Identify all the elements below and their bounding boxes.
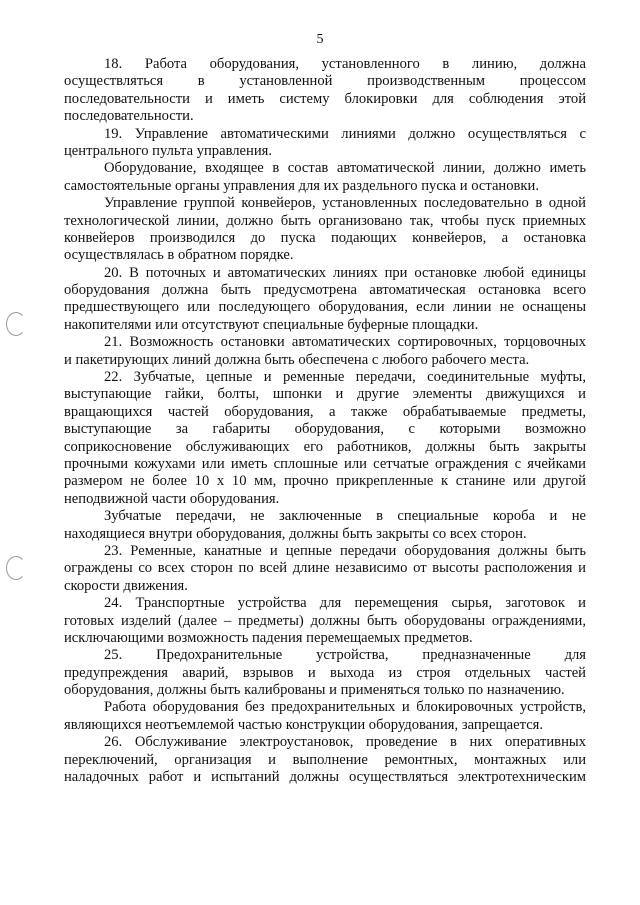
text-line: Оборудование, входящее в состав автоматической линии, должно иметь	[104, 160, 586, 177]
text-line: находящиеся внутри оборудования, должны быть закрыты со всех сторон.	[64, 525, 527, 542]
punch-hole-mark	[6, 556, 26, 580]
text-line: размером не более 10 x 10 мм, прочно прикрепленные к станине или другой	[64, 473, 586, 490]
text-line: 25. Предохранительные устройства, предназначенные для	[104, 647, 586, 664]
text-line: последовательности.	[64, 108, 194, 125]
punch-hole-mark	[6, 312, 26, 336]
text-line: оборудования, должны быть калиброваны и применяться только по назначению.	[64, 682, 565, 699]
text-line: накопителями или отсутствуют специальные буферные площадки.	[64, 316, 479, 333]
text-line: последовательности и иметь систему блокировки для соблюдения этой	[64, 90, 586, 107]
text-line: осуществляться в установленной производственным процессом	[64, 73, 586, 90]
text-line: скорости движения.	[64, 577, 188, 594]
text-line: осуществлялась в обратном порядке.	[64, 247, 294, 264]
text-line: оборудования должна быть предусмотрена автоматическая остановка всего	[64, 282, 586, 299]
text-line: выступающие гайки, болты, шпонки и другие элементы движущихся и	[64, 386, 586, 403]
document-body	[64, 56, 586, 786]
text-line: исключающими возможность падения перемещаемых предметов.	[64, 629, 473, 646]
text-line: выступающие за габариты оборудования, с которыми возможно	[64, 421, 586, 438]
text-line: 19. Управление автоматическими линиями должно осуществляться с	[104, 125, 586, 142]
text-line: являющихся неотъемлемой частью конструкции оборудования, запрещается.	[64, 716, 544, 733]
text-line: Управление группой конвейеров, установленных последовательно в одной	[104, 195, 586, 212]
text-line: готовых изделий (далее – предметы) должны быть оборудованы ограждениями,	[64, 612, 586, 629]
text-line: 23. Ременные, канатные и цепные передачи оборудования должны быть	[104, 542, 586, 559]
text-line: 22. Зубчатые, цепные и ременные передачи, соединительные муфты,	[104, 369, 586, 386]
text-line: и пакетирующих линий должна быть обеспечена с любого рабочего места.	[64, 351, 530, 368]
text-line: прочными кожухами или иметь сплошные или сетчатые ограждения с ячейками	[64, 455, 586, 472]
text-line: самостоятельные органы управления для их раздельного пуска и остановки.	[64, 177, 539, 194]
text-line: предшествующего или последующего оборудования, если линии не оснащены	[64, 299, 586, 316]
text-line: 18. Работа оборудования, установленного в линию, должна	[104, 56, 586, 72]
text-line: соприкосновение обслуживающих его работников, должны быть закрыты	[64, 438, 586, 455]
text-line: технологической линии, должно быть организовано так, чтобы пуск приемных	[64, 212, 586, 229]
text-line: центрального пульта управления.	[64, 142, 273, 159]
page-number: 5	[316, 32, 324, 47]
text-line: наладочных работ и испытаний должны осуществляться электротехническим	[64, 769, 586, 786]
text-line: вращающихся частей оборудования, а также обрабатываемые предметы,	[64, 403, 586, 420]
text-line: предупреждения аварий, взрывов и выхода из строя отдельных частей	[64, 664, 586, 681]
text-line: ограждены со всех сторон по всей длине независимо от высоты расположения и	[64, 560, 586, 577]
text-line: 20. В поточных и автоматических линиях при остановке любой единицы	[104, 264, 586, 281]
text-line: 21. Возможность остановки автоматических сортировочных, торцовочных	[104, 334, 586, 351]
text-line: 24. Транспортные устройства для перемещения сырья, заготовок и	[104, 595, 586, 612]
text-line: 26. Обслуживание электроустановок, проведение в них оперативных	[104, 734, 586, 751]
text-line: Работа оборудования без предохранительных и блокировочных устройств,	[104, 699, 586, 716]
text-line: неподвижной части оборудования.	[64, 490, 280, 507]
text-line: конвейеров производился до пуска подающих конвейеров, а остановка	[64, 229, 586, 246]
text-line: переключений, организация и выполнение ремонтных, монтажных или	[64, 751, 586, 768]
text-line: Зубчатые передачи, не заключенные в специальные короба и не	[104, 508, 586, 525]
